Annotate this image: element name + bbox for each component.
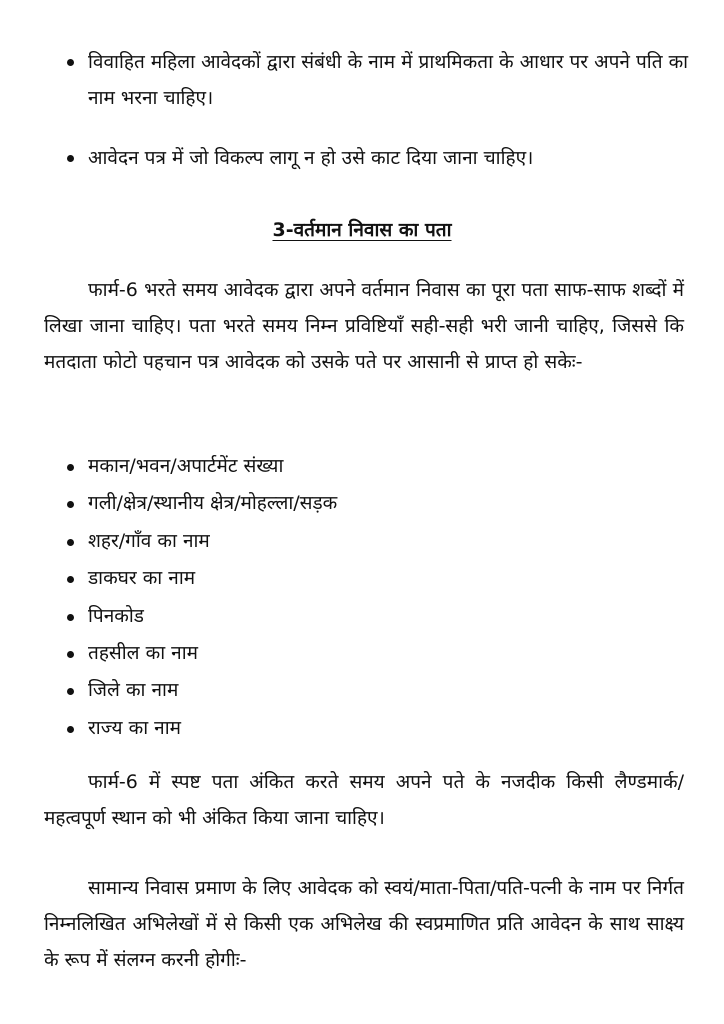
list-item xyxy=(64,672,664,709)
bullet-icon xyxy=(67,688,74,695)
list-item xyxy=(64,448,664,485)
bullet-icon xyxy=(67,501,74,508)
list-item xyxy=(64,140,694,176)
bullet-icon xyxy=(67,614,74,621)
list-item xyxy=(64,560,664,597)
bullet-icon xyxy=(67,155,74,162)
section-heading: 3-वर्तमान निवास का पता xyxy=(272,219,452,241)
address-fields-list xyxy=(64,448,664,747)
list-item-text: गली/क्षेत्र/स्थानीय क्षेत्र/मोहल्ला/सड़क xyxy=(88,492,338,515)
paragraph-address-intro: फार्म-6 भरते समय आवेदक द्वारा अपने वर्तमान निवास का पूरा पता साफ-साफ शब्दों में लिखा जाना चाहिए। पता भरते समय निम्न प्रविष्टियाँ सही-सही भरी जानी चाहिए, जिससे कि मतदाता फोटो पहचान पत्र आवेदक को उसके पते पर आसानी से प्राप्त हो सकेः- xyxy=(44,279,684,373)
list-item xyxy=(64,598,664,635)
bullet-icon xyxy=(67,726,74,733)
list-item-text: जिले का नाम xyxy=(88,679,179,702)
list-item xyxy=(64,710,664,747)
bullet-icon xyxy=(67,651,74,658)
list-item-text: विवाहित महिला आवेदकों द्वारा संबंधी के नाम में प्राथमिकता के आधार पर अपने पति का नाम भरना चाहिए। xyxy=(88,51,689,109)
instructions-list xyxy=(64,44,694,200)
list-item-text: पिनकोड xyxy=(88,604,144,627)
list-item-text: डाकघर का नाम xyxy=(88,567,196,590)
list-item-text: मकान/भवन/अपार्टमेंट संख्या xyxy=(88,455,284,477)
list-item xyxy=(64,635,664,672)
bullet-icon xyxy=(67,464,74,471)
list-item xyxy=(64,523,664,560)
bullet-icon xyxy=(67,576,74,583)
bullet-icon xyxy=(67,539,74,546)
list-item xyxy=(64,44,694,116)
paragraph-landmark: फार्म-6 में स्पष्ट पता अंकित करते समय अपने पते के नजदीक किसी लैण्डमार्क/महत्वपूर्ण स्थान को भी अंकित किया जाना चाहिए। xyxy=(44,771,684,829)
list-item-text: तहसील का नाम xyxy=(88,642,198,665)
list-item-text: आवेदन पत्र में जो विकल्प लागू न हो उसे काट दिया जाना चाहिए। xyxy=(88,147,534,169)
list-item-text: राज्य का नाम xyxy=(88,716,182,739)
bullet-icon xyxy=(67,59,74,66)
list-item-text: शहर/गाँव का नाम xyxy=(88,529,210,552)
list-item xyxy=(64,485,664,522)
paragraph-residence-proof: सामान्य निवास प्रमाण के लिए आवेदक को स्वयं/माता-पिता/पति-पत्नी के नाम पर निर्गत निम्नलिखित अभिलेखों में से किसी एक अभिलेख की स्वप्रमाणित प्रति आवेदन के साथ साक्ष्य के रूप में संलग्न करनी होगीः- xyxy=(44,877,684,971)
